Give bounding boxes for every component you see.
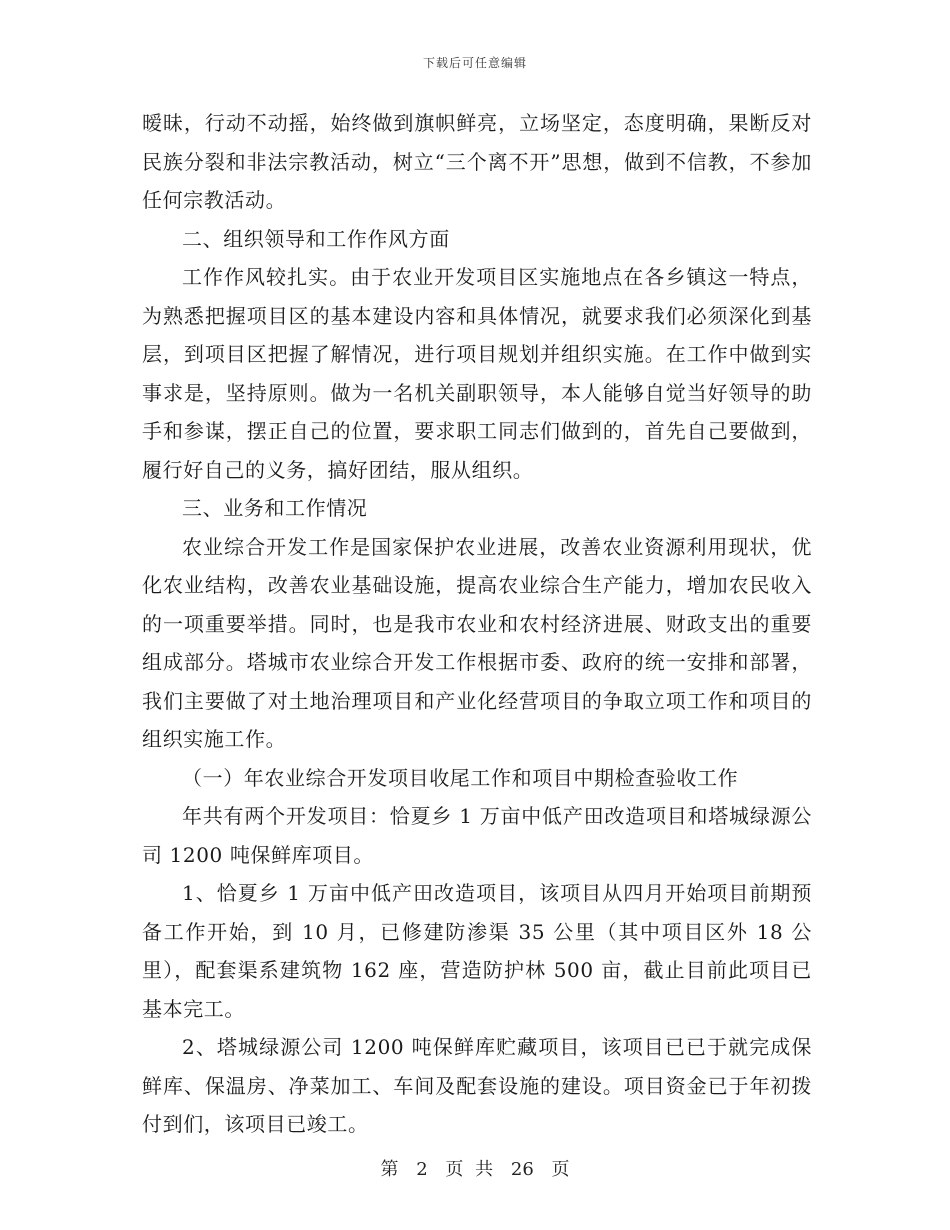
subsection-heading-project-wrapup: （一）年农业综合开发项目收尾工作和项目中期检查验收工作: [182, 765, 739, 790]
page-footer: [0, 1155, 950, 1181]
footer-middle: 页 共: [445, 1159, 494, 1180]
document-body: [142, 104, 812, 1144]
footer-suffix: 页: [551, 1159, 570, 1180]
footer-total-pages: 26: [510, 1159, 534, 1180]
paragraph-continuation: 暧昧，行动不动摇，始终做到旗帜鲜亮，立场坚定，态度明确，果断反对民族分裂和非法宗教活动，树立“三个离不开”思想，做到不信教，不参加任何宗教活动。: [142, 111, 812, 212]
paragraph-item-2: 2、塔城绿源公司 1200 吨保鲜库贮藏项目，该项目已已于就完成保鲜库、保温房、净菜加工、车间及配套设施的建设。项目资金已于年初拨付到们，该项目已竣工。: [142, 1035, 812, 1136]
paragraph-item-1: 1、恰夏乡 1 万亩中低产田改造项目，该项目从四月开始项目前期预备工作开始，到 10 月，已修建防渗渠 35 公里（其中项目区外 18 公里），配套渠系建筑物 162 座，营造防护林 500 亩，截止目前此项目已基本完工。: [142, 881, 812, 1021]
section-heading-business: 三、业务和工作情况: [182, 496, 368, 520]
footer-current-page: 2: [416, 1159, 428, 1180]
paragraph-agri-development: 农业综合开发工作是国家保护农业进展，改善农业资源利用现状，优化农业结构，改善农业基础设施，提高农业综合生产能力，增加农民收入的一项重要举措。同时，也是我市农业和农村经济进展、财政支出的重要组成部分。塔城市农业综合开发工作根据市委、政府的统一安排和部署，我们主要做了对土地治理项目和产业化经营项目的争取立项工作和项目的组织实施工作。: [142, 534, 812, 751]
paragraph-two-projects: 年共有两个开发项目：恰夏乡 1 万亩中低产田改造项目和塔城绿源公司 1200 吨保鲜库项目。: [142, 804, 812, 867]
section-heading-organization: 二、组织领导和工作作风方面: [182, 226, 450, 251]
paragraph-work-style: 工作作风较扎实。由于农业开发项目区实施地点在各乡镇这一特点，为熟悉把握项目区的基本建设内容和具体情况，就要求我们必须深化到基层，到项目区把握了解情况，进行项目规划并组织实施。在工作中做到实事求是，坚持原则。做为一名机关副职领导，本人能够自觉当好领导的助手和参谋，摆正自己的位置，要求职工同志们做到的，首先自己要做到，履行好自己的义务，搞好团结，服从组织。: [142, 265, 812, 482]
footer-prefix: 第: [380, 1159, 399, 1180]
page-header-note: 下载后可任意编辑: [422, 56, 527, 70]
